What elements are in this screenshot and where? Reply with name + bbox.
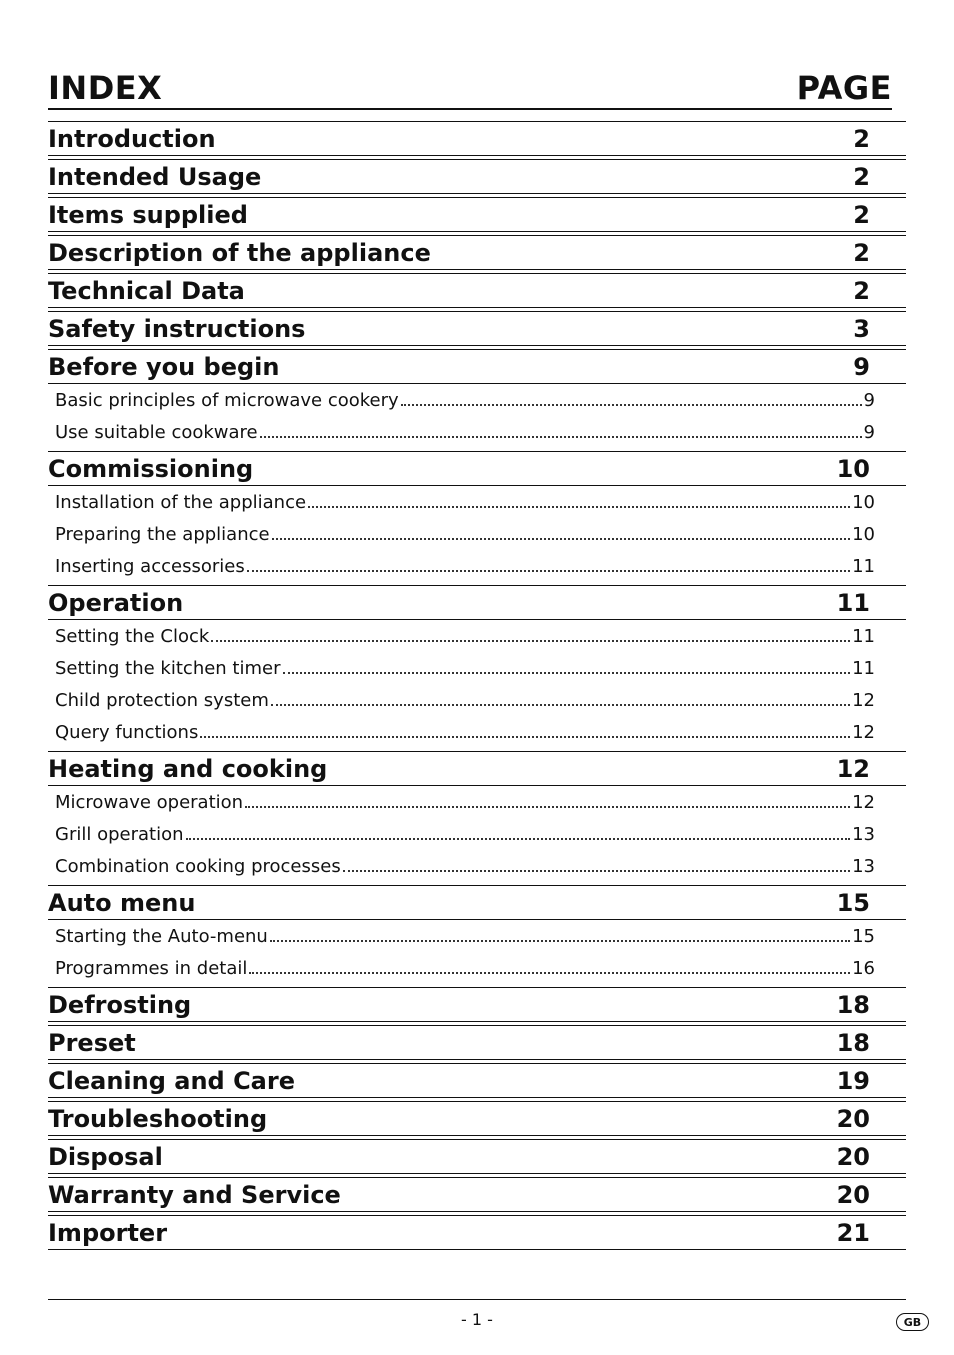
- toc-subsection[interactable]: [48, 786, 906, 818]
- footer-divider: [48, 1299, 906, 1300]
- toc-subsection-page: 10: [852, 523, 875, 545]
- toc-subsection-list: [48, 486, 906, 585]
- toc-section-title: Importer: [48, 1218, 168, 1247]
- toc-subsection-title: Preparing the appliance: [55, 523, 270, 545]
- toc-section-title: Technical Data: [48, 276, 245, 305]
- toc-section[interactable]: [48, 585, 906, 620]
- toc-subsection[interactable]: [48, 818, 906, 850]
- toc-section-page: 20: [836, 1104, 870, 1133]
- toc-subsection-title: Use suitable cookware: [55, 421, 258, 443]
- toc-subsection-title: Query functions: [55, 721, 199, 743]
- toc-subsection-title: Setting the Clock: [55, 625, 210, 647]
- toc-section-title: Defrosting: [48, 990, 192, 1019]
- toc-section[interactable]: [48, 159, 906, 194]
- toc-section[interactable]: [48, 1101, 906, 1136]
- toc-section[interactable]: [48, 273, 906, 308]
- dot-leader: [260, 435, 862, 438]
- toc-section-title: Intended Usage: [48, 162, 262, 191]
- toc-subsection-title: Combination cooking processes: [55, 855, 341, 877]
- toc-section[interactable]: [48, 311, 906, 346]
- toc-section-page: 20: [836, 1180, 870, 1209]
- toc-subsection-page: 12: [852, 689, 875, 711]
- toc-section[interactable]: [48, 197, 906, 232]
- toc-section-page: 2: [853, 276, 870, 305]
- toc-subsection-title: Programmes in detail: [55, 957, 248, 979]
- toc-section[interactable]: [48, 1139, 906, 1174]
- toc-subsection-title: Inserting accessories: [55, 555, 245, 577]
- toc-section-page: 15: [836, 888, 870, 917]
- toc-subsection-page: 16: [852, 957, 875, 979]
- toc-subsection-page: 12: [852, 791, 875, 813]
- toc-subsection[interactable]: [48, 550, 906, 582]
- toc-subsection-page: 9: [863, 421, 875, 443]
- dot-leader: [211, 639, 850, 642]
- toc-section-page: 20: [836, 1142, 870, 1171]
- toc-section[interactable]: [48, 885, 906, 920]
- toc-subsection[interactable]: [48, 652, 906, 684]
- toc-section-title: Commissioning: [48, 454, 254, 483]
- dot-leader: [401, 403, 862, 406]
- toc-section-title: Warranty and Service: [48, 1180, 341, 1209]
- toc-subsection[interactable]: [48, 416, 906, 448]
- toc-section-title: Preset: [48, 1028, 136, 1057]
- toc-section-title: Description of the appliance: [48, 238, 431, 267]
- toc-subsection[interactable]: [48, 486, 906, 518]
- dot-leader: [270, 939, 850, 942]
- toc-section-page: 2: [853, 162, 870, 191]
- toc-subsection[interactable]: [48, 716, 906, 748]
- footer-page-number: - 1 -: [461, 1310, 493, 1329]
- toc-section-page: 12: [836, 754, 870, 783]
- toc-section[interactable]: [48, 987, 906, 1022]
- toc-subsection-title: Grill operation: [55, 823, 184, 845]
- toc-subsection-page: 13: [852, 823, 875, 845]
- page-heading: PAGE: [796, 69, 892, 107]
- toc-subsection-title: Starting the Auto-menu: [55, 925, 268, 947]
- toc-section-title: Operation: [48, 588, 184, 617]
- toc-section-page: 9: [853, 352, 870, 381]
- toc-section[interactable]: [48, 1063, 906, 1098]
- toc-subsection-list: [48, 384, 906, 451]
- toc-subsection-page: 10: [852, 491, 875, 513]
- index-heading: INDEX: [48, 69, 163, 107]
- toc-section-title: Auto menu: [48, 888, 196, 917]
- toc-section-page: 10: [836, 454, 870, 483]
- toc-section-title: Before you begin: [48, 352, 280, 381]
- toc-subsection[interactable]: [48, 518, 906, 550]
- toc-section-page: 18: [836, 990, 870, 1019]
- index-header: [48, 66, 892, 110]
- toc-subsection-page: 11: [852, 657, 875, 679]
- toc-subsection[interactable]: [48, 620, 906, 652]
- toc-section-page: 11: [836, 588, 870, 617]
- toc-section[interactable]: [48, 451, 906, 486]
- table-of-contents: [48, 121, 906, 1253]
- toc-subsection-title: Microwave operation: [55, 791, 244, 813]
- toc-subsection-page: 15: [852, 925, 875, 947]
- toc-section-page: 21: [836, 1218, 870, 1247]
- toc-section[interactable]: [48, 349, 906, 384]
- toc-subsection-list: [48, 920, 906, 987]
- toc-section-page: 2: [853, 238, 870, 267]
- toc-subsection[interactable]: [48, 952, 906, 984]
- toc-subsection-list: [48, 620, 906, 751]
- toc-section-title: Cleaning and Care: [48, 1066, 295, 1095]
- toc-section-page: 2: [853, 124, 870, 153]
- toc-subsection-title: Setting the kitchen timer: [55, 657, 281, 679]
- toc-section[interactable]: [48, 121, 906, 156]
- toc-section[interactable]: [48, 1177, 906, 1212]
- toc-section[interactable]: [48, 1215, 906, 1250]
- language-badge: GB: [896, 1313, 929, 1331]
- dot-leader: [308, 505, 850, 508]
- toc-subsection-list: [48, 786, 906, 885]
- toc-subsection[interactable]: [48, 384, 906, 416]
- toc-section-page: 3: [853, 314, 870, 343]
- toc-section-page: 19: [836, 1066, 870, 1095]
- toc-section-title: Heating and cooking: [48, 754, 328, 783]
- toc-subsection[interactable]: [48, 684, 906, 716]
- dot-leader: [247, 569, 850, 572]
- toc-subsection-page: 11: [852, 555, 875, 577]
- toc-section[interactable]: [48, 1025, 906, 1060]
- dot-leader: [200, 735, 850, 738]
- toc-subsection-page: 13: [852, 855, 875, 877]
- dot-leader: [249, 971, 850, 974]
- dot-leader: [343, 869, 850, 872]
- toc-section-title: Items supplied: [48, 200, 248, 229]
- dot-leader: [271, 703, 850, 706]
- toc-section-page: 18: [836, 1028, 870, 1057]
- dot-leader: [186, 837, 851, 840]
- toc-subsection-page: 9: [863, 389, 875, 411]
- toc-subsection-title: Basic principles of microwave cookery: [55, 389, 399, 411]
- toc-section-page: 2: [853, 200, 870, 229]
- toc-section[interactable]: [48, 751, 906, 786]
- dot-leader: [272, 537, 851, 540]
- toc-section-title: Disposal: [48, 1142, 163, 1171]
- toc-subsection-title: Child protection system: [55, 689, 269, 711]
- dot-leader: [245, 805, 850, 808]
- toc-subsection-page: 11: [852, 625, 875, 647]
- toc-subsection-page: 12: [852, 721, 875, 743]
- toc-subsection[interactable]: [48, 920, 906, 952]
- toc-section-title: Troubleshooting: [48, 1104, 268, 1133]
- toc-section-title: Safety instructions: [48, 314, 306, 343]
- toc-section-title: Introduction: [48, 124, 216, 153]
- toc-section[interactable]: [48, 235, 906, 270]
- toc-subsection-title: Installation of the appliance: [55, 491, 307, 513]
- toc-subsection[interactable]: [48, 850, 906, 882]
- dot-leader: [283, 671, 851, 674]
